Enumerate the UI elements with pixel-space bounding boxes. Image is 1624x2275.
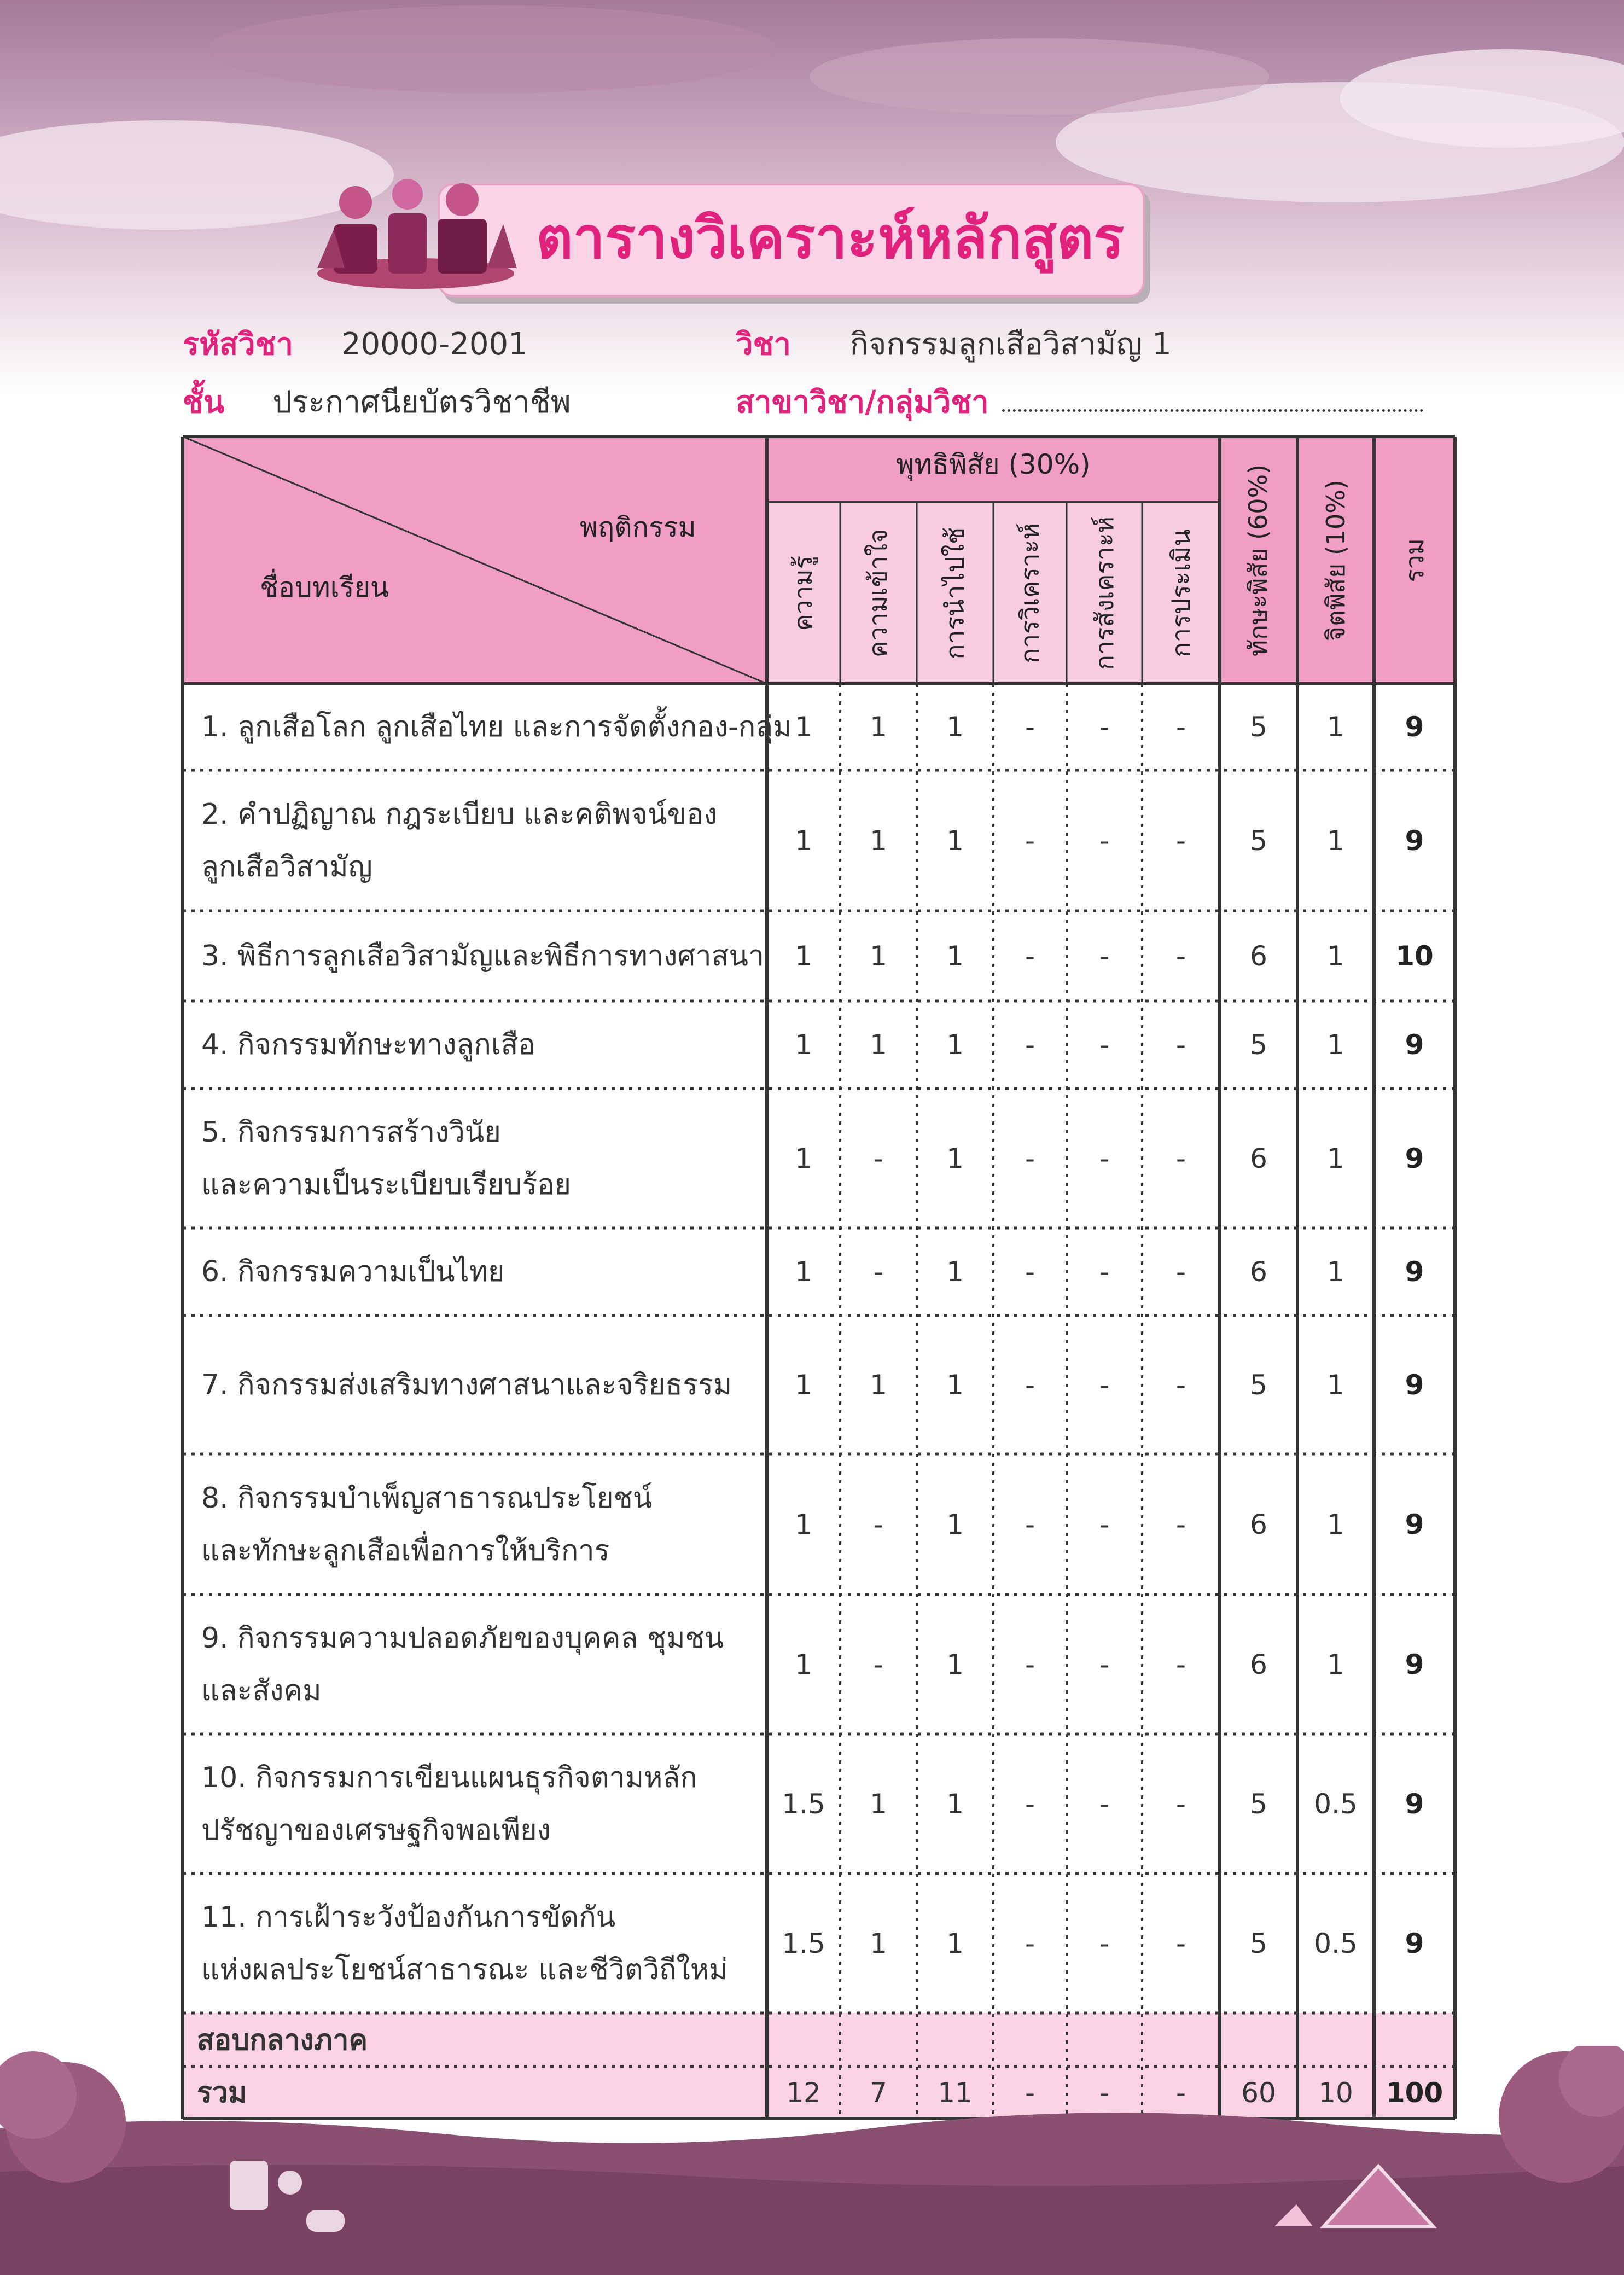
table-cell: -	[1175, 1369, 1186, 1401]
total-header-text: รวม	[1399, 538, 1429, 583]
table-cell: -	[873, 1256, 884, 1288]
table-cell: -	[1025, 1648, 1035, 1680]
sub-header-1-text: ความรู้	[788, 555, 818, 631]
lesson-name-line: 11. การเฝ้าระวังป้องกันการขัดกัน	[201, 1900, 616, 1934]
table-cell: -	[873, 1648, 884, 1680]
table-cell: -	[1025, 1029, 1035, 1061]
lesson-name-line: ลูกเสือวิสามัญ	[201, 850, 372, 883]
lesson-name-line: 5. กิจกรรมการสร้างวินัย	[201, 1115, 501, 1149]
table-cell: 1	[1327, 1029, 1344, 1061]
sum-cell: 7	[870, 2076, 887, 2109]
table-cell: -	[1175, 1927, 1186, 1959]
table-cell: -	[1099, 1508, 1110, 1540]
table-cell: 9	[1405, 1029, 1424, 1061]
table-cell: -	[1175, 1508, 1186, 1540]
table-cell: -	[1025, 824, 1035, 857]
table-cell: -	[1099, 1256, 1110, 1288]
table-cell: -	[1025, 1256, 1035, 1288]
table-cell: -	[1099, 940, 1110, 972]
table-cell: 1	[795, 1648, 812, 1680]
table-cell: 1.5	[782, 1927, 825, 1959]
table-cell: -	[1099, 711, 1110, 743]
table-cell: 9	[1405, 1369, 1424, 1401]
table-cell: 1	[795, 1256, 812, 1288]
sum-cell: 11	[938, 2076, 973, 2109]
table-cell: 1	[795, 1369, 812, 1401]
lesson-name-line: 1. ลูกเสือโลก ลูกเสือไทย และการจัดตั้งกอง-กลุ่ม	[201, 711, 792, 743]
lesson-name-line: 8. กิจกรรมบำเพ็ญสาธารณประโยชน์	[201, 1481, 653, 1515]
table-cell: 1	[946, 824, 964, 857]
sum-cell: 12	[786, 2076, 821, 2109]
total-header	[1374, 437, 1455, 684]
sub-header-5	[1067, 502, 1142, 684]
table-cell: 1	[1327, 940, 1344, 972]
sub-header-4	[993, 502, 1067, 684]
table-cell: -	[1025, 1927, 1035, 1959]
table-cell: -	[1099, 1369, 1110, 1401]
table-cell: 9	[1405, 711, 1424, 743]
table-cell: 9	[1405, 1648, 1424, 1680]
table-cell: -	[1175, 711, 1186, 743]
table-cell: -	[1175, 940, 1186, 972]
skill-header-text: ทักษะพิสัย (60%)	[1243, 464, 1273, 656]
table-cell: -	[1175, 824, 1186, 857]
table-cell: 5	[1250, 711, 1267, 743]
lesson-name-line: ปรัชญาของเศรษฐกิจพอเพียง	[201, 1813, 551, 1847]
sum-label: รวม	[197, 2076, 247, 2109]
table-cell: -	[1025, 1788, 1035, 1820]
course-code-value: 20000-2001	[341, 327, 528, 362]
table-cell: 1	[946, 1369, 964, 1401]
table-cell: 1	[795, 940, 812, 972]
table-cell: -	[1099, 1788, 1110, 1820]
table-cell: 1	[1327, 1508, 1344, 1540]
table-cell: -	[1175, 1648, 1186, 1680]
table-cell: 6	[1250, 940, 1267, 972]
table-cell: 1	[795, 1142, 812, 1174]
table-cell: 1	[795, 711, 812, 743]
subject-label: วิชา	[736, 327, 791, 362]
sub-header-1	[767, 502, 840, 684]
subject-value: กิจกรรมลูกเสือวิสามัญ 1	[849, 327, 1172, 362]
lesson-name-line: 4. กิจกรรมทักษะทางลูกเสือ	[201, 1028, 535, 1061]
lesson-name-line: แห่งผลประโยชน์สาธารณะ และชีวิตวิถีใหม่	[201, 1953, 728, 1986]
corner-behavior-label: พฤติกรรม	[580, 511, 696, 543]
table-cell: 1	[946, 711, 964, 743]
table-cell: 6	[1250, 1142, 1267, 1174]
table-cell: 9	[1405, 1256, 1424, 1288]
table-cell: 5	[1250, 1927, 1267, 1959]
table-cell: 6	[1250, 1256, 1267, 1288]
table-cell: 6	[1250, 1508, 1267, 1540]
table-cell: 6	[1250, 1648, 1267, 1680]
table-cell: 1	[946, 1648, 964, 1680]
table-cell: 5	[1250, 1788, 1267, 1820]
table-cell: 5	[1250, 1029, 1267, 1061]
table-cell: -	[1175, 1142, 1186, 1174]
table-cell: 9	[1405, 1927, 1424, 1959]
sub-header-6	[1142, 502, 1220, 684]
sum-cell: -	[1175, 2076, 1186, 2109]
branch-label: สาขาวิชา/กลุ่มวิชา	[736, 385, 989, 420]
table-cell: -	[1025, 1142, 1035, 1174]
table-cell: -	[1025, 1369, 1035, 1401]
sub-header-5-text: การสังเคราะห์	[1089, 516, 1119, 670]
sub-header-2-text: ความเข้าใจ	[863, 528, 893, 658]
table-cell: 1.5	[782, 1788, 825, 1820]
sub-header-2	[840, 502, 917, 684]
table-cell: -	[1025, 940, 1035, 972]
table-cell: -	[1175, 1029, 1186, 1061]
table-cell: 1	[1327, 1142, 1344, 1174]
table-cell: 1	[946, 940, 964, 972]
table-cell: 5	[1250, 1369, 1267, 1401]
table-cell: -	[1099, 1029, 1110, 1061]
table-cell: -	[1025, 1508, 1035, 1540]
course-code-label: รหัสวิชา	[183, 327, 294, 362]
table-cell: 9	[1405, 1788, 1424, 1820]
table-cell: 1	[870, 940, 887, 972]
sum-cell: 100	[1386, 2076, 1443, 2109]
table-cell: 1	[1327, 1256, 1344, 1288]
sub-header-3-text: การนำไปใช้	[940, 527, 970, 659]
table-cell: 5	[1250, 824, 1267, 857]
table-cell: 1	[946, 1927, 964, 1959]
level-label: ชั้น	[183, 385, 225, 420]
table-cell: 1	[946, 1029, 964, 1061]
table-cell: 1	[946, 1142, 964, 1174]
table-cell: 1	[1327, 824, 1344, 857]
sub-header-6-text: การประเมิน	[1166, 528, 1196, 658]
table-cell: 1	[870, 1029, 887, 1061]
table-cell: 9	[1405, 824, 1424, 857]
lesson-name-line: 2. คำปฏิญาณ กฎระเบียบ และคติพจน์ของ	[201, 798, 718, 831]
table-cell: 1	[795, 824, 812, 857]
table-cell: 0.5	[1314, 1927, 1358, 1959]
skill-header	[1220, 437, 1297, 684]
cognitive-group-header: พุทธิพิสัย (30%)	[896, 449, 1091, 480]
table-cell: 1	[946, 1256, 964, 1288]
lesson-name-line: 6. กิจกรรมความเป็นไทย	[201, 1255, 505, 1288]
table-cell: 9	[1405, 1508, 1424, 1540]
sub-header-3	[917, 502, 993, 684]
lesson-name-line: 7. กิจกรรมส่งเสริมทางศาสนาและจริยธรรม	[201, 1368, 732, 1401]
table-cell: 1	[870, 711, 887, 743]
sum-cell: -	[1025, 2076, 1035, 2109]
sum-cell: -	[1099, 2076, 1110, 2109]
lesson-name-line: และสังคม	[201, 1674, 322, 1707]
table-cell: -	[873, 1142, 884, 1174]
table-cell: -	[1175, 1256, 1186, 1288]
table-cell: 1	[870, 824, 887, 857]
table-cell: 1	[870, 1788, 887, 1820]
table-cell: 0.5	[1314, 1788, 1358, 1820]
table-cell: 1	[795, 1029, 812, 1061]
corner-lesson-label: ชื่อบทเรียน	[260, 572, 389, 603]
table-cell: 1	[1327, 1648, 1344, 1680]
table-cell: -	[1099, 1142, 1110, 1174]
table-cell: -	[873, 1508, 884, 1540]
table-cell: -	[1025, 711, 1035, 743]
table-cell: 9	[1405, 1142, 1424, 1174]
table-cell: 1	[795, 1508, 812, 1540]
table-cell: -	[1099, 824, 1110, 857]
sub-header-4-text: การวิเคราะห์	[1015, 522, 1045, 664]
table-cell: 10	[1395, 940, 1434, 972]
table-cell: -	[1099, 1927, 1110, 1959]
table-cell: 1	[946, 1788, 964, 1820]
table-cell: 1	[1327, 1369, 1344, 1401]
lesson-name-line: 3. พิธีการลูกเสือวิสามัญและพิธีการทางศาสนา	[201, 939, 765, 973]
table-cell: -	[1175, 1788, 1186, 1820]
affect-header	[1297, 437, 1374, 684]
level-value: ประกาศนียบัตรวิชาชีพ	[272, 385, 571, 420]
lesson-name-line: 10. กิจกรรมการเขียนแผนธุรกิจตามหลัก	[201, 1761, 697, 1794]
lesson-name-line: 9. กิจกรรมความปลอดภัยของบุคคล ชุมชน	[201, 1621, 724, 1655]
table-cell: 1	[870, 1927, 887, 1959]
midterm-label: สอบกลางภาค	[197, 2024, 368, 2057]
affect-header-text: จิตพิสัย (10%)	[1320, 479, 1351, 641]
sum-cell: 10	[1318, 2076, 1353, 2109]
table-cell: 1	[1327, 711, 1344, 743]
page-title: ตารางวิเคราะห์หลักสูตร	[536, 205, 1125, 271]
sum-cell: 60	[1241, 2076, 1276, 2109]
table-cell: 1	[946, 1508, 964, 1540]
background-ground	[0, 2046, 1624, 2275]
table-cell: 1	[870, 1369, 887, 1401]
table-cell: -	[1099, 1648, 1110, 1680]
lesson-name-line: และความเป็นระเบียบเรียบร้อย	[201, 1168, 572, 1201]
lesson-name-line: และทักษะลูกเสือเพื่อการให้บริการ	[201, 1534, 610, 1567]
